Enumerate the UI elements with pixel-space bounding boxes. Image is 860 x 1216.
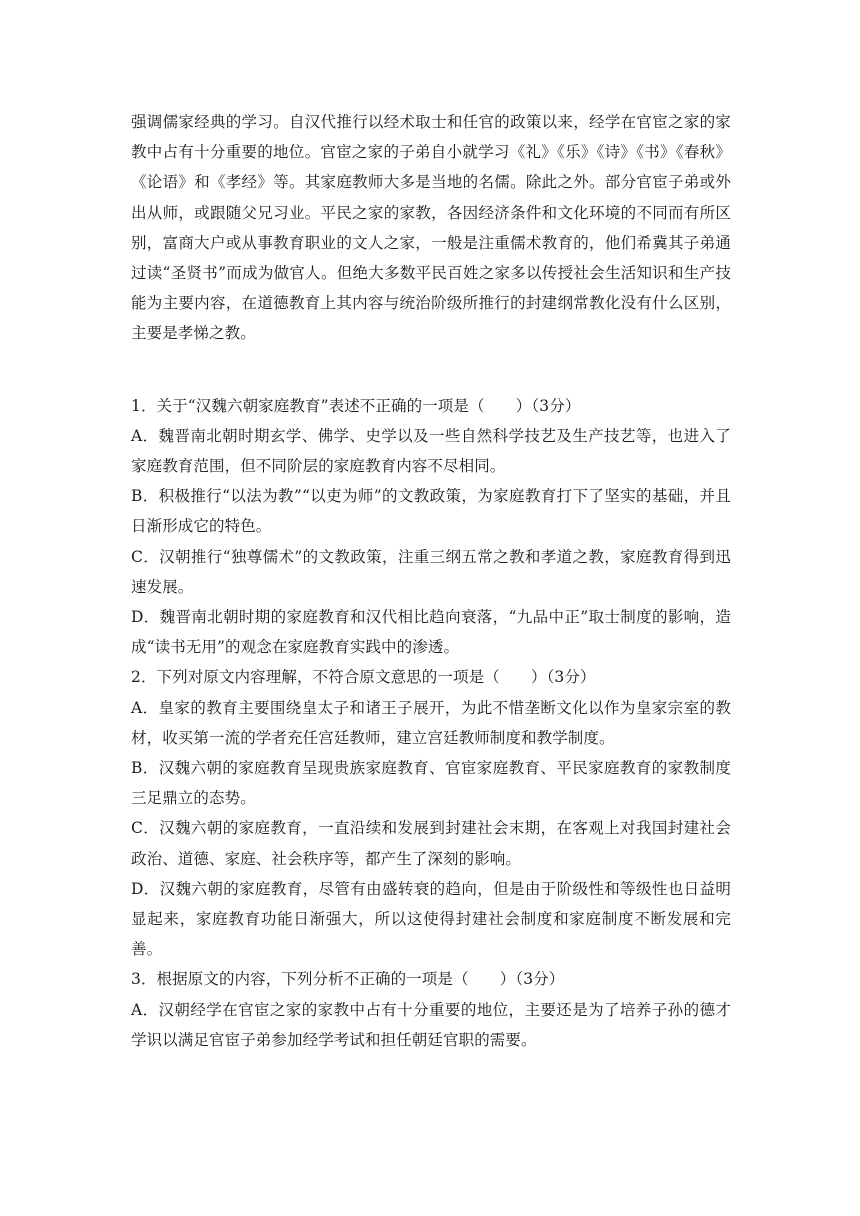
question-2 <box>131 662 731 964</box>
question-1-option-d: D．魏晋南北朝时期的家庭教育和汉代相比趋向衰落，“九品中正”取士制度的影响，造成“读书无用”的观念在家庭教育实践中的渗透。 <box>131 608 731 657</box>
question-1-option-a: A．魏晋南北朝时期玄学、佛学、史学以及一些自然科学技艺及生产技艺等，也进入了家庭教育范围，但不同阶层的家庭教育内容不尽相同。 <box>131 426 731 476</box>
question-2-option-c: C．汉魏六朝的家庭教育，一直沿续和发展到封建社会末期，在客观上对我国封建社会政治、道德、家庭、社会秩序等，都产生了深刻的影响。 <box>131 819 731 868</box>
question-1 <box>131 391 731 663</box>
section-gap <box>131 349 731 391</box>
question-2-option-b: B．汉魏六朝的家庭教育呈现贵族家庭教育、官宦家庭教育、平民家庭教育的家教制度三足鼎立的态势。 <box>131 759 731 808</box>
question-3-option-a: A．汉朝经学在官宦之家的家教中占有十分重要的地位，主要还是为了培养子孙的德才学识以满足官宦子弟参加经学考试和担任朝廷官职的需要。 <box>131 1000 731 1049</box>
question-1-stem: 1．关于“汉魏六朝家庭教育”表述不正确的一项是（ ）（3分） <box>131 396 581 415</box>
question-3-stem: 3．根据原文的内容，下列分析不正确的一项是（ ）（3分） <box>131 970 565 989</box>
question-1-option-c: C．汉朝推行“独尊儒术”的文教政策，注重三纲五常之教和孝道之教，家庭教育得到迅速发展。 <box>131 547 731 596</box>
question-1-option-b: B．积极推行“以法为教”“以吏为师”的文教政策，为家庭教育打下了坚实的基础，并且日渐形成它的特色。 <box>131 487 731 536</box>
question-2-option-a: A．皇家的教育主要围绕皇太子和诸王子展开，为此不惜垄断文化以作为皇家宗室的教材，收买第一流的学者充任宫廷教师，建立宫廷教师制度和教学制度。 <box>131 698 731 747</box>
passage-paragraph: 强调儒家经典的学习。自汉代推行以经术取士和任官的政策以来，经学在官宦之家的家教中占有十分重要的地位。官宦之家的子弟自小就学习《礼》《乐》《诗》《书》《春秋》《论语》和《孝经》等。其家庭教师大多是当地的名儒。除此之外。部分官宦子弟或外出从师，或跟随父兄习业。平民之家的家教，各因经济条件和文化环境的不同而有所区别，富商大户或从事教育职业的文人之家，一般是注重儒术教育的，他们希冀其子弟通过读“圣贤书”而成为做官人。但绝大多数平民百姓之家多以传授社会生活知识和生产技能为主要内容，在道德教育上其内容与统治阶级所推行的封建纲常教化没有什么区别，主要是孝悌之教。 <box>131 113 731 343</box>
question-3 <box>131 964 731 1055</box>
document-page <box>131 107 731 1055</box>
question-2-stem: 2．下列对原文内容理解，不符合原文意思的一项是（ ）（3分） <box>131 668 596 687</box>
question-2-option-d: D．汉魏六朝的家庭教育，尽管有由盛转衰的趋向，但是由于阶级性和等级性也日益明显起来，家庭教育功能日渐强大，所以这使得封建社会制度和家庭制度不断发展和完善。 <box>131 879 731 959</box>
